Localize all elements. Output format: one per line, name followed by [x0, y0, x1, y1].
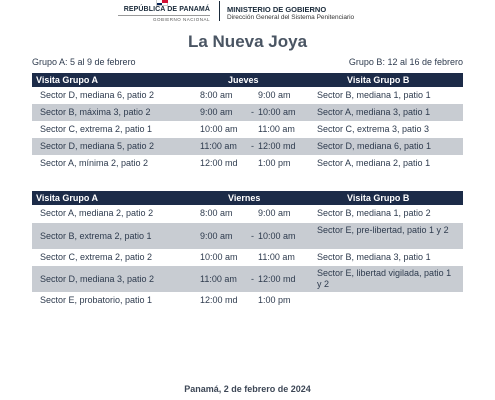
- start-time: 9:00 am: [200, 107, 233, 117]
- ministry-subtitle: Dirección General del Sistema Penitenciario: [227, 14, 355, 21]
- table-header: [32, 191, 463, 205]
- start-time: 8:00 am: [200, 208, 233, 218]
- header-group-b: Visita Grupo B: [347, 193, 410, 203]
- table-row: [32, 292, 463, 314]
- start-time: 11:00 am: [200, 274, 237, 284]
- end-time: 10:00 am: [258, 107, 296, 117]
- end-time: 1:00 pm: [258, 295, 291, 305]
- group-b-sector: Sector B, mediana 1, patio 1: [317, 90, 431, 100]
- table-row: [32, 87, 463, 104]
- time-dash: -: [251, 107, 254, 117]
- start-time: 12:00 md: [200, 295, 238, 305]
- group-a-sector: Sector C, extrema 2, patio 1: [40, 124, 153, 134]
- ministry-name: MINISTERIO DE GOBIERNO: [227, 5, 327, 14]
- end-time: 11:00 am: [258, 252, 295, 262]
- table-row: [32, 121, 463, 138]
- page-title: La Nueva Joya: [187, 32, 308, 51]
- group-a-sector: Sector A, mediana 2, patio 2: [40, 208, 154, 218]
- start-time: 10:00 am: [200, 252, 238, 262]
- end-time: 11:00 am: [258, 124, 295, 134]
- end-time: 10:00 am: [258, 231, 296, 241]
- table-row: [32, 223, 463, 249]
- group-b-sector: Sector A, mediana 2, patio 1: [317, 158, 431, 168]
- header-day: Viernes: [228, 193, 261, 203]
- header-day: Jueves: [228, 75, 259, 85]
- header-group-a: Visita Grupo A: [36, 193, 99, 203]
- start-time: 9:00 am: [200, 231, 233, 241]
- header-group-a: Visita Grupo A: [36, 75, 99, 85]
- group-b-sector: Sector E, libertad vigilada, patio 1 y 2: [317, 268, 452, 289]
- time-dash: -: [251, 141, 254, 151]
- start-time: 8:00 am: [200, 90, 233, 100]
- gov-subtitle: GOBIERNO NACIONAL: [118, 15, 210, 22]
- group-b-sector: Sector C, extrema 3, patio 3: [317, 124, 430, 134]
- time-dash: -: [251, 231, 254, 241]
- table-header: [32, 73, 463, 87]
- group-b-sector: Sector D, mediana 6, patio 1: [317, 141, 432, 151]
- group-a-sector: Sector D, mediana 3, patio 2: [40, 274, 155, 284]
- schedule-table-viernes: [32, 191, 463, 314]
- header: [0, 0, 495, 24]
- table-row: [32, 104, 463, 121]
- start-time: 12:00 md: [200, 158, 238, 168]
- header-group-b: Visita Grupo B: [347, 75, 410, 85]
- table-row: [32, 155, 463, 172]
- end-time: 1:00 pm: [258, 158, 291, 168]
- end-time: 9:00 am: [258, 90, 291, 100]
- group-b-sector: Sector B, mediana 3, patio 1: [317, 252, 431, 262]
- group-a-sector: Sector C, extrema 2, patio 2: [40, 252, 153, 262]
- schedule-table-jueves: [32, 73, 463, 172]
- start-time: 10:00 am: [200, 124, 238, 134]
- table-row: [32, 205, 463, 223]
- footer-date: Panamá, 2 de febrero de 2024: [184, 384, 311, 394]
- end-time: 12:00 md: [258, 274, 296, 284]
- group-a-sector: Sector A, mínima 2, patio 2: [40, 158, 149, 168]
- table-row: [32, 249, 463, 266]
- group-a-sector: Sector B, extrema 2, patio 1: [40, 231, 152, 241]
- group-b-sector: Sector A, mediana 3, patio 1: [317, 107, 431, 117]
- group-b-sector: Sector B, mediana 1, patio 2: [317, 208, 431, 218]
- time-dash: -: [251, 274, 254, 284]
- group-a-sector: Sector D, mediana 6, patio 2: [40, 90, 155, 100]
- group-a-sector: Sector B, máxima 3, patio 2: [40, 107, 151, 117]
- group-b-dates: Grupo B: 12 al 16 de febrero: [348, 57, 463, 67]
- end-time: 12:00 md: [258, 141, 296, 151]
- end-time: 9:00 am: [258, 208, 291, 218]
- group-a-dates: Grupo A: 5 al 9 de febrero: [32, 57, 136, 67]
- group-a-sector: Sector D, mediana 5, patio 2: [40, 141, 155, 151]
- group-a-sector: Sector E, probatorio, patio 1: [40, 295, 153, 305]
- group-b-sector: Sector E, pre-libertad, patio 1 y 2: [317, 225, 449, 235]
- table-row: [32, 266, 463, 292]
- table-row: [32, 138, 463, 155]
- gov-name: REPÚBLICA DE PANAMÁ: [123, 6, 210, 13]
- header-divider: [219, 1, 220, 21]
- start-time: 11:00 am: [200, 141, 237, 151]
